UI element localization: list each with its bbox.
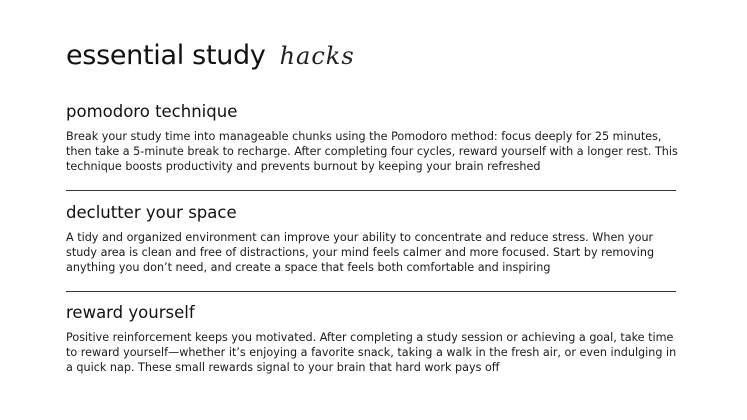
page-title <box>66 40 355 71</box>
section-heading: reward yourself <box>66 303 195 322</box>
section-body: Positive reinforcement keeps you motivated. After completing a study session or achieving a goal, take time to reward yourself—whether it’s enjoying a favorite snack, taking a walk in the fresh air, or even indulging in a quick nap. These small rewards signal to your brain that hard work pays off <box>66 331 677 374</box>
title-script-text: hacks <box>279 42 355 70</box>
section-divider <box>66 190 676 191</box>
section-pomodoro <box>66 102 678 174</box>
section-heading: declutter your space <box>66 203 237 222</box>
section-reward <box>66 303 678 375</box>
section-divider <box>66 291 676 292</box>
section-heading: pomodoro technique <box>66 102 238 121</box>
section-body: A tidy and organized environment can improve your ability to concentrate and reduce stress. When your study area is clean and free of distractions, your mind feels calmer and more focused. Start by removing anything you don’t need, and create a space that feels both comfortable and inspiring <box>66 231 655 274</box>
section-body: Break your study time into manageable chunks using the Pomodoro method: focus deeply for 25 minutes, then take a 5-minute break to recharge. After completing four cycles, reward yourself with a longer rest. This technique boosts productivity and prevents burnout by keeping your brain refreshed <box>66 130 678 173</box>
title-main-text: essential study <box>66 40 266 71</box>
section-declutter <box>66 203 678 275</box>
